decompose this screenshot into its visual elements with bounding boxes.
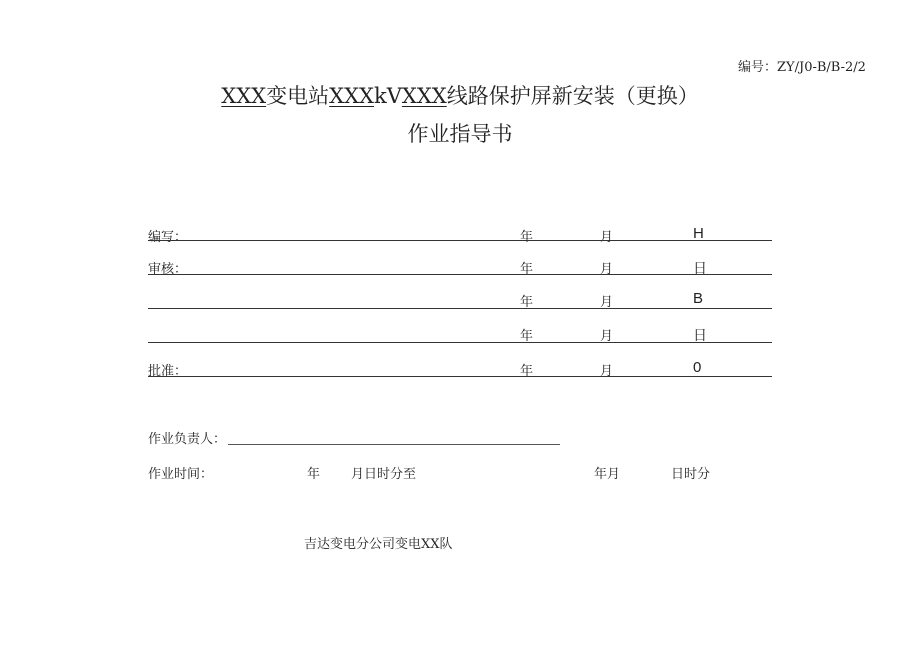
responsible-line	[228, 444, 560, 445]
team-name: 吉达变电分公司变电XX队	[304, 537, 453, 552]
signature-year: 年	[520, 295, 534, 310]
signature-line	[148, 308, 772, 309]
signature-label: 审核：	[148, 262, 188, 277]
responsible-label: 作业负责人：	[148, 432, 227, 447]
signature-month: 月	[600, 364, 614, 379]
title-text-kv: kV	[373, 84, 402, 108]
title-placeholder-line: XXX	[401, 84, 447, 108]
work-time-from-rest: 月日时分至	[351, 467, 417, 482]
title-text-station: 变电站	[266, 84, 330, 108]
signature-line	[148, 376, 772, 377]
work-time-from-year: 年	[307, 467, 321, 482]
document-subtitle: 作业指导书	[407, 122, 513, 146]
signature-month: 月	[600, 295, 614, 310]
signature-line	[148, 342, 772, 343]
document-title	[0, 80, 920, 110]
title-placeholder-station: XXX	[221, 84, 267, 108]
work-time-to-rest: 日时分	[671, 467, 711, 482]
signature-month: 月	[600, 262, 614, 277]
signature-month: 月	[600, 230, 614, 245]
signature-line	[148, 240, 772, 241]
signature-day: 日	[693, 261, 707, 277]
document-number: 编号：ZY/J0-B/B-2/2	[738, 60, 866, 75]
title-placeholder-voltage: XXX	[329, 84, 374, 108]
signature-year: 年	[520, 329, 534, 344]
signature-day: B	[693, 290, 704, 307]
signature-label: 批准：	[148, 364, 188, 379]
title-text-rest: 线路保护屏新安装（更换）	[446, 84, 699, 108]
work-time-to-year-month: 年月	[594, 467, 621, 482]
signature-month: 月	[600, 329, 614, 344]
signature-year: 年	[520, 230, 534, 245]
signature-year: 年	[520, 364, 534, 379]
signature-day: H	[693, 225, 704, 242]
signature-label: 编写：	[148, 230, 188, 245]
signature-day: 日	[693, 328, 707, 344]
signature-year: 年	[520, 262, 534, 277]
signature-line	[148, 274, 772, 275]
work-time-label: 作业时间：	[148, 467, 214, 482]
signature-day: 0	[693, 359, 702, 376]
